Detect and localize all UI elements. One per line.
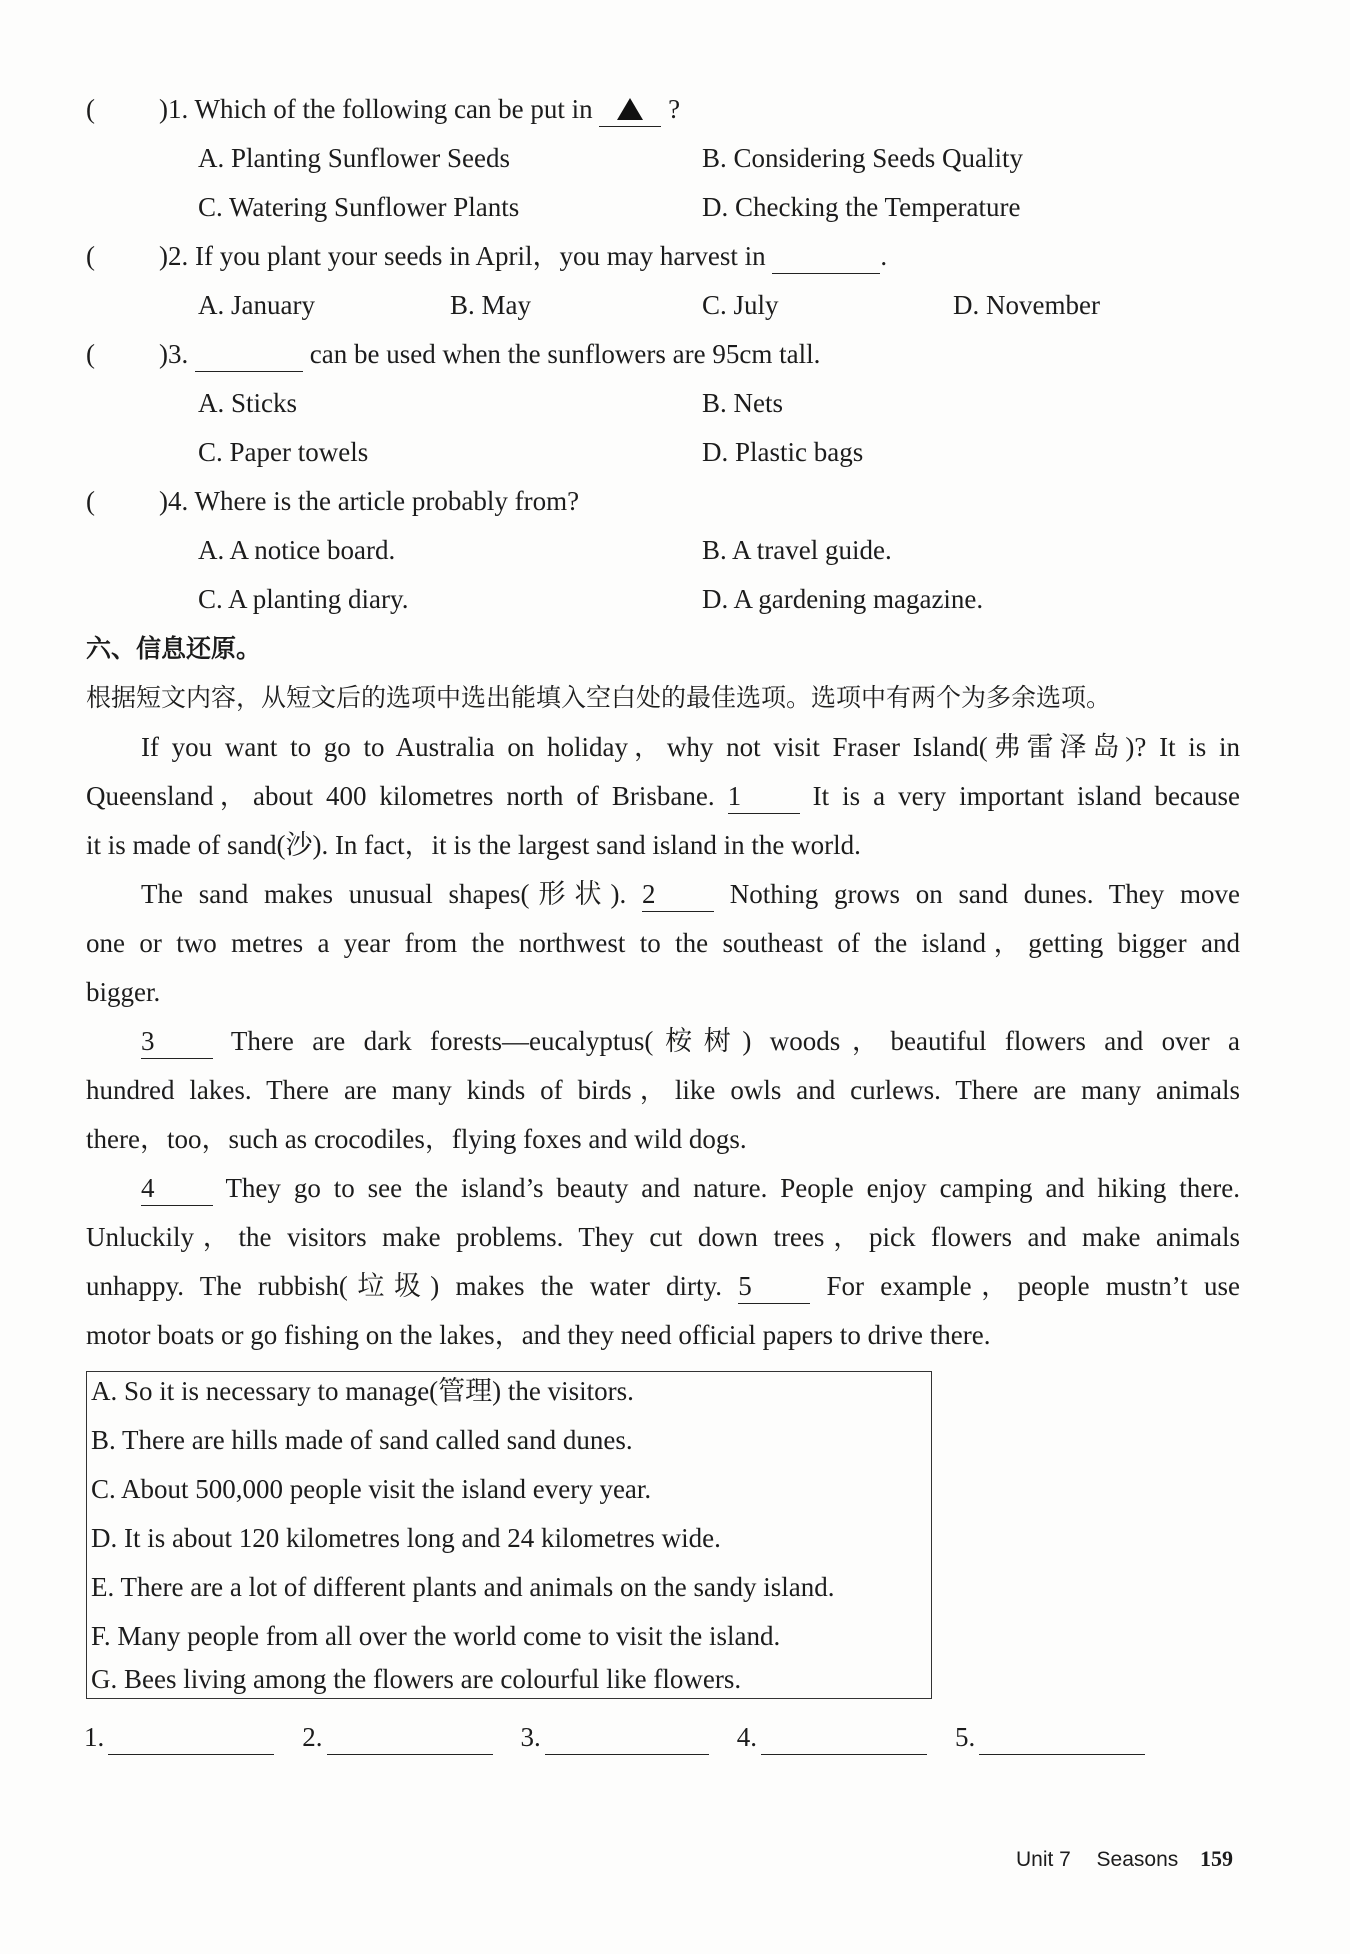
option-2d: D. November — [953, 290, 1100, 320]
passage-line: unhappy. The rubbish(垃圾) makes the water dirty. 5 For example，people mustn’t use — [86, 1269, 1240, 1304]
answer-paren: ( — [86, 94, 95, 124]
passage-blank-5[interactable]: 5 — [738, 1269, 810, 1304]
choice-c: C. About 500,000 people visit the island every year. — [91, 1474, 652, 1504]
passage-line: 3 There are dark forests—eucalyptus(桉树) woods，beautiful flowers and over a — [141, 1024, 1240, 1059]
unit-title: Seasons — [1096, 1848, 1179, 1871]
choice-e: E. There are a lot of different plants and animals on the sandy island. — [91, 1572, 835, 1602]
choice-g: G. Bees living among the flowers are colourful like flowers. — [91, 1664, 742, 1694]
answer-paren: ( — [86, 241, 95, 271]
answer-blank[interactable] — [772, 239, 880, 274]
passage-line: hundred lakes. There are many kinds of birds，like owls and curlews. There are many animals — [86, 1075, 1240, 1105]
answer-blank-3[interactable] — [545, 1720, 709, 1755]
question-number: )2. — [159, 241, 189, 271]
passage-line: Unluckily，the visitors make problems. They cut down trees，pick flowers and make animals — [86, 1222, 1240, 1252]
page-footer — [1016, 1846, 1233, 1872]
question-stem: can be used when the sunflowers are 95cm tall. — [309, 339, 821, 369]
choice-a: A. So it is necessary to manage(管理) the visitors. — [91, 1376, 634, 1406]
option-3b: B. Nets — [702, 388, 783, 418]
question-stem: If you plant your seeds in April，you may harvest in — [195, 241, 766, 271]
option-4d: D. A gardening magazine. — [702, 584, 984, 614]
option-4c: C. A planting diary. — [198, 584, 409, 614]
answer-label: 5. — [955, 1722, 976, 1752]
passage-line: If you want to go to Australia on holiday，why not visit Fraser Island(弗雷泽岛)? It is in — [141, 732, 1240, 762]
triangle-icon — [617, 98, 643, 120]
question-number: )4. — [159, 486, 189, 516]
choice-d: D. It is about 120 kilometres long and 24 kilometres wide. — [91, 1523, 721, 1553]
passage-line: 4 They go to see the island’s beauty and nature. People enjoy camping and hiking there. — [141, 1171, 1240, 1206]
answer-paren: ( — [86, 339, 95, 369]
option-1d: D. Checking the Temperature — [702, 192, 1021, 222]
passage-line: Queensland，about 400 kilometres north of Brisbane. 1 It is a very important island because — [86, 779, 1240, 814]
passage-line: it is made of sand(沙). In fact，it is the largest sand island in the world. — [86, 830, 861, 860]
question-3 — [86, 337, 820, 372]
passage-line: one or two metres a year from the northwest to the southeast of the island，getting bigger and — [86, 928, 1240, 958]
answer-blank-1[interactable] — [108, 1720, 274, 1755]
answer-blank[interactable] — [195, 337, 303, 372]
option-3a: A. Sticks — [198, 388, 298, 418]
triangle-blank[interactable] — [599, 92, 661, 127]
answer-blank-5[interactable] — [979, 1720, 1145, 1755]
section-instruction: 根据短文内容，从短文后的选项中选出能填入空白处的最佳选项。选项中有两个为多余选项。 — [86, 683, 1112, 712]
section-title: 六、信息还原。 — [86, 634, 262, 663]
option-4b: B. A travel guide. — [702, 535, 892, 565]
option-3d: D. Plastic bags — [702, 437, 864, 467]
unit-label: Unit 7 — [1016, 1848, 1071, 1871]
passage-line: there，too，such as crocodiles，flying foxes and wild dogs. — [86, 1124, 747, 1154]
answer-row — [84, 1720, 1145, 1755]
answer-label: 3. — [520, 1722, 541, 1752]
question-number: )1. — [159, 94, 189, 124]
option-1c: C. Watering Sunflower Plants — [198, 192, 520, 222]
option-4a: A. A notice board. — [198, 535, 396, 565]
answer-label: 1. — [84, 1722, 105, 1752]
passage-line: bigger. — [86, 977, 161, 1007]
option-2a: A. January — [198, 290, 315, 320]
answer-blank-4[interactable] — [761, 1720, 927, 1755]
question-number: )3. — [159, 339, 189, 369]
question-2: ( )2. If you plant your seeds in April，you may harvest in . — [86, 239, 887, 274]
choice-b: B. There are hills made of sand called sand dunes. — [91, 1425, 633, 1455]
option-1b: B. Considering Seeds Quality — [702, 143, 1023, 173]
question-stem: Where is the article probably from? — [194, 486, 580, 516]
passage-blank-3[interactable]: 3 — [141, 1024, 213, 1059]
page-number: 159 — [1199, 1846, 1233, 1871]
passage-line: motor boats or go fishing on the lakes，and they need official papers to drive there. — [86, 1320, 991, 1350]
answer-blank-2[interactable] — [327, 1720, 493, 1755]
question-stem: Which of the following can be put in — [194, 94, 593, 124]
choice-f: F. Many people from all over the world come to visit the island. — [91, 1621, 781, 1651]
question-1: ( )1. Which of the following can be put in ? — [86, 92, 680, 127]
choices-box — [86, 1371, 932, 1699]
question-4 — [86, 484, 579, 518]
passage-blank-2[interactable]: 2 — [642, 877, 714, 912]
passage-blank-4[interactable]: 4 — [141, 1171, 213, 1206]
option-1a: A. Planting Sunflower Seeds — [198, 143, 510, 173]
passage-line: The sand makes unusual shapes(形状). 2 Nothing grows on sand dunes. They move — [141, 877, 1240, 912]
option-2b: B. May — [450, 290, 531, 320]
passage-blank-1[interactable]: 1 — [728, 779, 800, 814]
answer-label: 2. — [302, 1722, 323, 1752]
answer-label: 4. — [736, 1722, 757, 1752]
option-3c: C. Paper towels — [198, 437, 369, 467]
option-2c: C. July — [702, 290, 779, 320]
answer-paren: ( — [86, 486, 95, 516]
